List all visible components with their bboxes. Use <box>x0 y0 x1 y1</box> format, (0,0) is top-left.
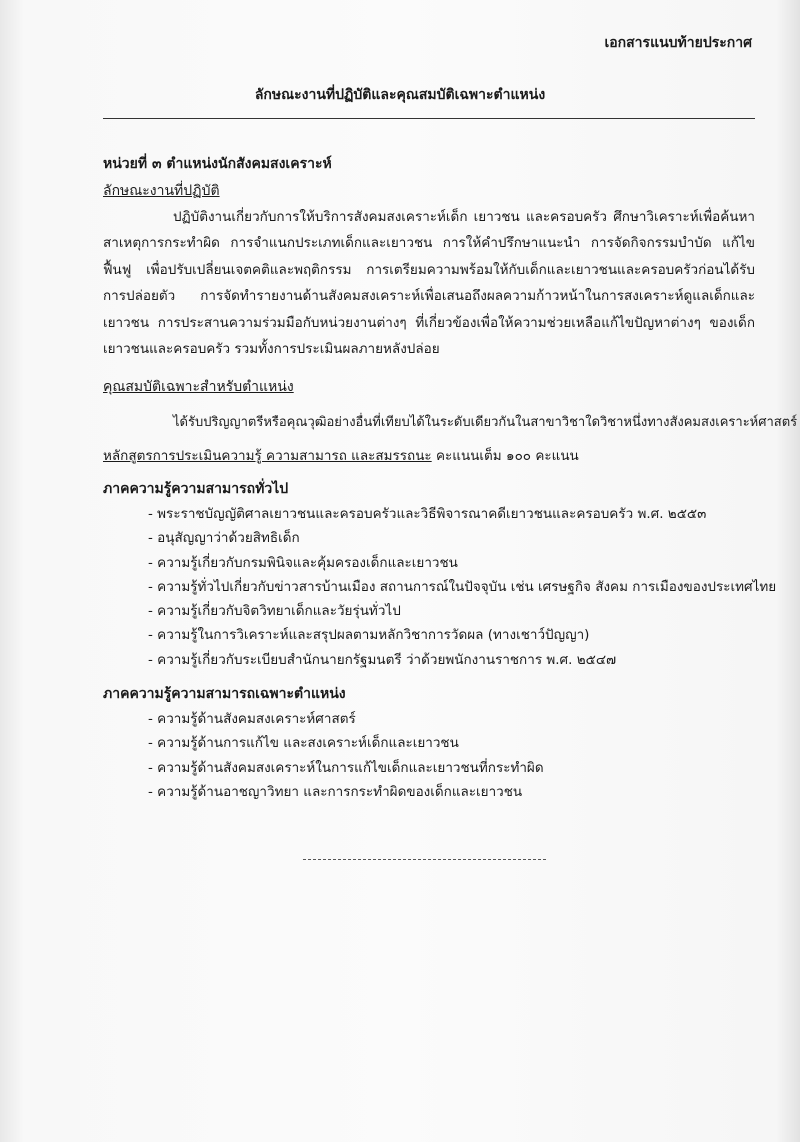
list-item: - ความรู้ด้านสังคมสงเคราะห์ในการแก้ไขเด็กและเยาวชนที่กระทำผิด <box>148 759 544 776</box>
list-item: - ความรู้เกี่ยวกับจิตวิทยาเด็กและวัยรุ่นทั่วไป <box>148 603 401 620</box>
list-item: - ความรู้เกี่ยวกับระเบียบสำนักนายกรัฐมนตรี ว่าด้วยพนักงานราชการ พ.ศ. ๒๕๔๗ <box>148 651 617 668</box>
list-item: - อนุสัญญาว่าด้วยสิทธิเด็ก <box>148 530 300 547</box>
list-item: - ความรู้ด้านการแก้ไข และสงเคราะห์เด็กและเยาวชน <box>148 735 459 752</box>
end-divider <box>303 859 546 860</box>
assessment-score: คะแนนเต็ม ๑๐๐ คะแนน <box>435 448 579 464</box>
list-item: - ความรู้ทั่วไปเกี่ยวกับข่าวสารบ้านเมือง สถานการณ์ในปัจจุบัน เช่น เศรษฐกิจ สังคม การเมืองของประเทศไทย <box>148 578 777 595</box>
duties-heading: ลักษณะงานที่ปฏิบัติ <box>103 183 220 199</box>
list-item: - ความรู้ด้านอาชญาวิทยา และการกระทำผิดของเด็กและเยาวชน <box>148 783 523 800</box>
duties-paragraph <box>103 204 755 362</box>
list-item: - ความรู้เกี่ยวกับกรมพินิจและคุ้มครองเด็กและเยาวชน <box>148 554 458 571</box>
general-section-heading: ภาคความรู้ความสามารถทั่วไป <box>103 481 289 497</box>
unit-heading: หน่วยที่ ๓ ตำแหน่งนักสังคมสงเคราะห์ <box>103 156 332 172</box>
annex-label: เอกสารแนบท้ายประกาศ <box>604 35 752 51</box>
assessment-heading: หลักสูตรการประเมินความรู้ ความสามารถ และสมรรถนะ <box>103 448 432 464</box>
list-item: - ความรู้ด้านสังคมสงเคราะห์ศาสตร์ <box>148 711 356 727</box>
specific-section-heading: ภาคความรู้ความสามารถเฉพาะตำแหน่ง <box>103 686 346 702</box>
qualification-text: ได้รับปริญญาตรีหรือคุณวุฒิอย่างอื่นที่เทียบได้ในระดับเดียวกันในสาขาวิชาใดวิชาหนึ่งทางสังคมสงเคราะห์ศาสตร์ <box>173 415 798 430</box>
assessment-line <box>103 444 579 466</box>
list-item: - ความรู้ในการวิเคราะห์และสรุปผลตามหลักวิชาการวัดผล (ทางเชาว์ปัญญา) <box>148 627 590 644</box>
general-section-list <box>148 502 776 672</box>
document-title: ลักษณะงานที่ปฏิบัติและคุณสมบัติเฉพาะตำแหน่ง <box>254 87 546 103</box>
specific-section-list <box>148 707 544 804</box>
qualification-heading: คุณสมบัติเฉพาะสำหรับตำแหน่ง <box>103 379 294 395</box>
title-divider <box>103 118 755 119</box>
duties-text: ปฏิบัติงานเกี่ยวกับการให้บริการสังคมสงเคราะห์เด็ก เยาวชน และครอบครัว ศึกษาวิเคราะห์เพื่อค้นหาสาเหตุการกระทำผิด การจำแนกประเภทเด็กและเยาวชน การให้คำปรึกษาแนะนำ การจัดกิจกรรมบำบัด แก้ไข ฟื้นฟู เพื่อปรับเปลี่ยนเจตคติและพฤติกรรม การเตรียมความพร้อมให้กับเด็กและเยาวชนและครอบครัวก่อนได้รับการปล่อยตัว การจัดทำรายงานด้านสังคมสงเคราะห์เพื่อเสนอถึงผลความก้าวหน้าในการสงเคราะห์ดูแลเด็กและเยาวชน การประสานความร่วมมือกับหน่วยงานต่างๆ ที่เกี่ยวข้องเพื่อให้ความช่วยเหลือแก้ไขปัญหาต่างๆ ของเด็กเยาวชนและครอบครัว รวมทั้งการประเมินผลภายหลังปล่อย <box>103 209 755 358</box>
list-item: - พระราชบัญญัติศาลเยาวชนและครอบครัวและวิธีพิจารณาคดีเยาวชนและครอบครัว พ.ศ. ๒๕๕๓ <box>148 506 707 522</box>
